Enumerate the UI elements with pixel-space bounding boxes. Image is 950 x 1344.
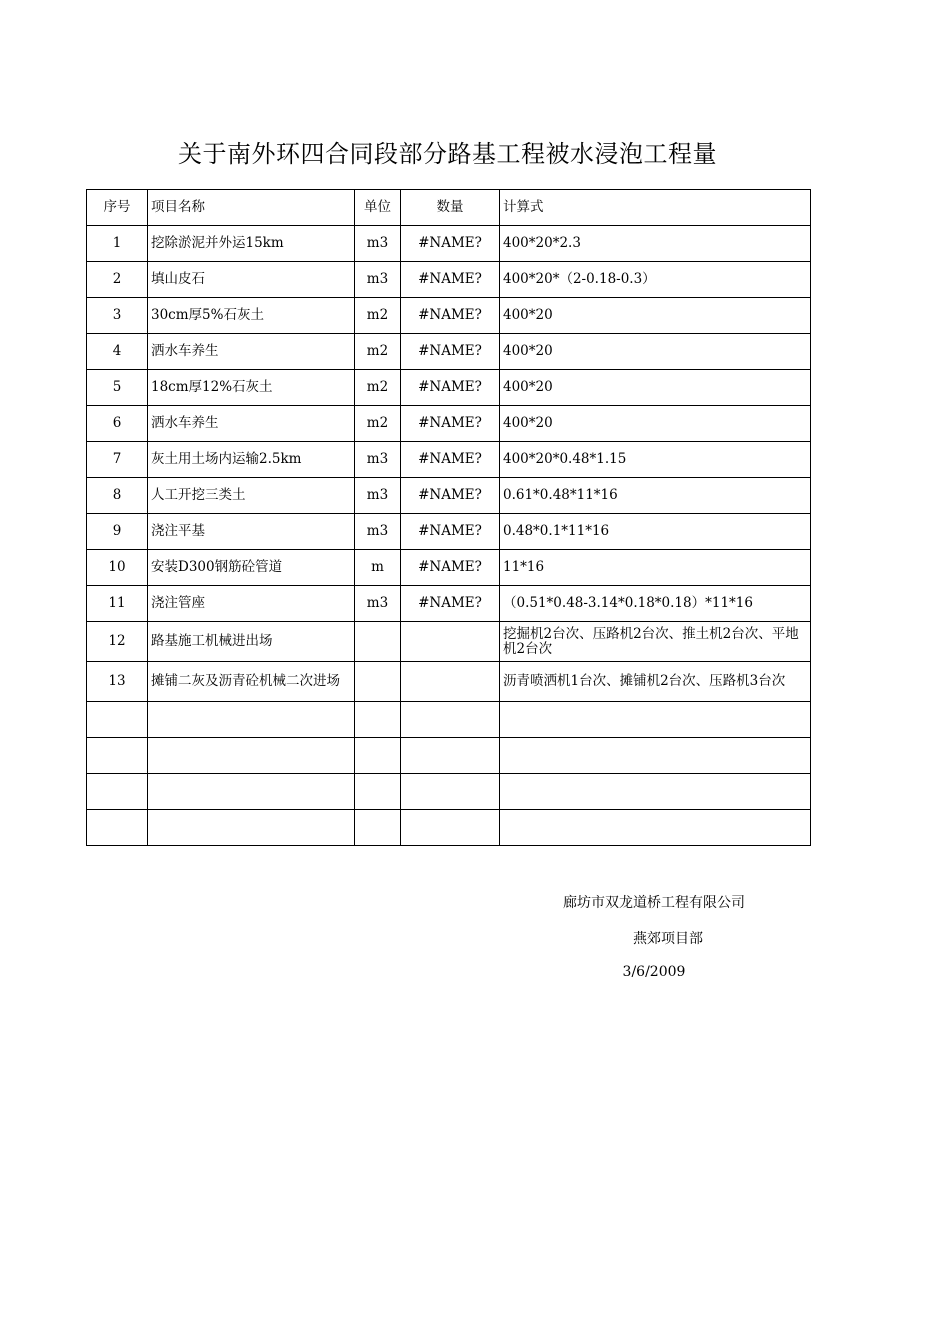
table-header-row bbox=[87, 190, 811, 226]
formula-cell bbox=[500, 774, 811, 810]
item-name-cell: 人工开挖三类土 bbox=[148, 478, 355, 514]
unit-cell: m3 bbox=[355, 586, 401, 622]
unit-cell bbox=[355, 662, 401, 702]
table-row bbox=[87, 738, 811, 774]
department-name: 燕郊项目部 bbox=[633, 931, 703, 947]
unit-cell: m2 bbox=[355, 370, 401, 406]
quantity-cell bbox=[401, 622, 500, 662]
quantity-cell: #NAME? bbox=[401, 478, 500, 514]
formula-cell: 0.48*0.1*11*16 bbox=[500, 514, 811, 550]
table-row bbox=[87, 370, 811, 406]
seq-cell: 8 bbox=[87, 478, 148, 514]
item-name-cell bbox=[148, 702, 355, 738]
unit-cell bbox=[355, 702, 401, 738]
seq-cell: 4 bbox=[87, 334, 148, 370]
table-row bbox=[87, 406, 811, 442]
formula-cell: （0.51*0.48-3.14*0.18*0.18）*11*16 bbox=[500, 586, 811, 622]
header-formula: 计算式 bbox=[500, 190, 811, 226]
unit-cell: m3 bbox=[355, 478, 401, 514]
table-row bbox=[87, 586, 811, 622]
table-row bbox=[87, 622, 811, 662]
item-name-cell bbox=[148, 738, 355, 774]
table-row bbox=[87, 226, 811, 262]
quantity-cell: #NAME? bbox=[401, 262, 500, 298]
item-name-cell: 30cm厚5%石灰土 bbox=[148, 298, 355, 334]
seq-cell: 2 bbox=[87, 262, 148, 298]
formula-cell: 11*16 bbox=[500, 550, 811, 586]
seq-cell: 9 bbox=[87, 514, 148, 550]
quantity-cell bbox=[401, 702, 500, 738]
formula-cell: 400*20 bbox=[500, 370, 811, 406]
seq-cell bbox=[87, 738, 148, 774]
header-quantity: 数量 bbox=[401, 190, 500, 226]
header-unit: 单位 bbox=[355, 190, 401, 226]
unit-cell: m3 bbox=[355, 514, 401, 550]
unit-cell: m2 bbox=[355, 334, 401, 370]
unit-cell bbox=[355, 738, 401, 774]
unit-cell bbox=[355, 774, 401, 810]
formula-cell bbox=[500, 738, 811, 774]
item-name-cell bbox=[148, 774, 355, 810]
table-row bbox=[87, 550, 811, 586]
table-row bbox=[87, 298, 811, 334]
header-seq: 序号 bbox=[87, 190, 148, 226]
table-row bbox=[87, 442, 811, 478]
table-row bbox=[87, 478, 811, 514]
formula-cell bbox=[500, 810, 811, 846]
seq-cell: 3 bbox=[87, 298, 148, 334]
seq-cell bbox=[87, 810, 148, 846]
unit-cell: m2 bbox=[355, 406, 401, 442]
document-date: 3/6/2009 bbox=[622, 964, 686, 980]
table-row bbox=[87, 514, 811, 550]
seq-cell: 13 bbox=[87, 662, 148, 702]
item-name-cell: 挖除淤泥并外运15km bbox=[148, 226, 355, 262]
formula-cell: 0.61*0.48*11*16 bbox=[500, 478, 811, 514]
unit-cell: m3 bbox=[355, 262, 401, 298]
item-name-cell: 安装D300钢筋砼管道 bbox=[148, 550, 355, 586]
unit-cell bbox=[355, 622, 401, 662]
table-row bbox=[87, 810, 811, 846]
company-name: 廊坊市双龙道桥工程有限公司 bbox=[563, 895, 745, 911]
item-name-cell bbox=[148, 810, 355, 846]
item-name-cell: 路基施工机械进出场 bbox=[148, 622, 355, 662]
seq-cell: 7 bbox=[87, 442, 148, 478]
quantity-cell: #NAME? bbox=[401, 586, 500, 622]
seq-cell bbox=[87, 774, 148, 810]
formula-cell bbox=[500, 702, 811, 738]
table-row bbox=[87, 662, 811, 702]
item-name-cell: 18cm厚12%石灰土 bbox=[148, 370, 355, 406]
quantity-cell bbox=[401, 810, 500, 846]
item-name-cell: 浇注管座 bbox=[148, 586, 355, 622]
quantity-cell bbox=[401, 662, 500, 702]
item-name-cell: 填山皮石 bbox=[148, 262, 355, 298]
item-name-cell: 摊铺二灰及沥青砼机械二次进场 bbox=[148, 662, 355, 702]
quantity-cell: #NAME? bbox=[401, 370, 500, 406]
page-title: 关于南外环四合同段部分路基工程被水浸泡工程量 bbox=[178, 140, 717, 168]
header-item-name: 项目名称 bbox=[148, 190, 355, 226]
item-name-cell: 洒水车养生 bbox=[148, 334, 355, 370]
table-row bbox=[87, 702, 811, 738]
formula-cell: 400*20 bbox=[500, 334, 811, 370]
formula-cell: 400*20 bbox=[500, 298, 811, 334]
unit-cell: m3 bbox=[355, 442, 401, 478]
formula-cell: 400*20*（2-0.18-0.3） bbox=[500, 262, 811, 298]
seq-cell: 11 bbox=[87, 586, 148, 622]
item-name-cell: 洒水车养生 bbox=[148, 406, 355, 442]
seq-cell: 6 bbox=[87, 406, 148, 442]
table-row bbox=[87, 262, 811, 298]
seq-cell: 5 bbox=[87, 370, 148, 406]
formula-cell: 400*20*2.3 bbox=[500, 226, 811, 262]
quantity-cell bbox=[401, 738, 500, 774]
quantity-cell: #NAME? bbox=[401, 226, 500, 262]
unit-cell: m3 bbox=[355, 226, 401, 262]
quantity-cell: #NAME? bbox=[401, 514, 500, 550]
quantity-cell: #NAME? bbox=[401, 442, 500, 478]
unit-cell: m2 bbox=[355, 298, 401, 334]
formula-cell: 400*20 bbox=[500, 406, 811, 442]
quantity-cell: #NAME? bbox=[401, 334, 500, 370]
formula-cell: 沥青喷洒机1台次、摊铺机2台次、压路机3台次 bbox=[500, 662, 811, 702]
formula-cell: 挖掘机2台次、压路机2台次、推土机2台次、平地机2台次 bbox=[500, 622, 811, 662]
item-name-cell: 浇注平基 bbox=[148, 514, 355, 550]
seq-cell bbox=[87, 702, 148, 738]
table-row bbox=[87, 774, 811, 810]
seq-cell: 1 bbox=[87, 226, 148, 262]
formula-cell: 400*20*0.48*1.15 bbox=[500, 442, 811, 478]
quantity-table bbox=[86, 189, 811, 846]
table-row bbox=[87, 334, 811, 370]
quantity-cell: #NAME? bbox=[401, 550, 500, 586]
item-name-cell: 灰土用土场内运输2.5km bbox=[148, 442, 355, 478]
quantity-cell: #NAME? bbox=[401, 298, 500, 334]
unit-cell: m bbox=[355, 550, 401, 586]
quantity-cell bbox=[401, 774, 500, 810]
unit-cell bbox=[355, 810, 401, 846]
seq-cell: 10 bbox=[87, 550, 148, 586]
seq-cell: 12 bbox=[87, 622, 148, 662]
quantity-cell: #NAME? bbox=[401, 406, 500, 442]
